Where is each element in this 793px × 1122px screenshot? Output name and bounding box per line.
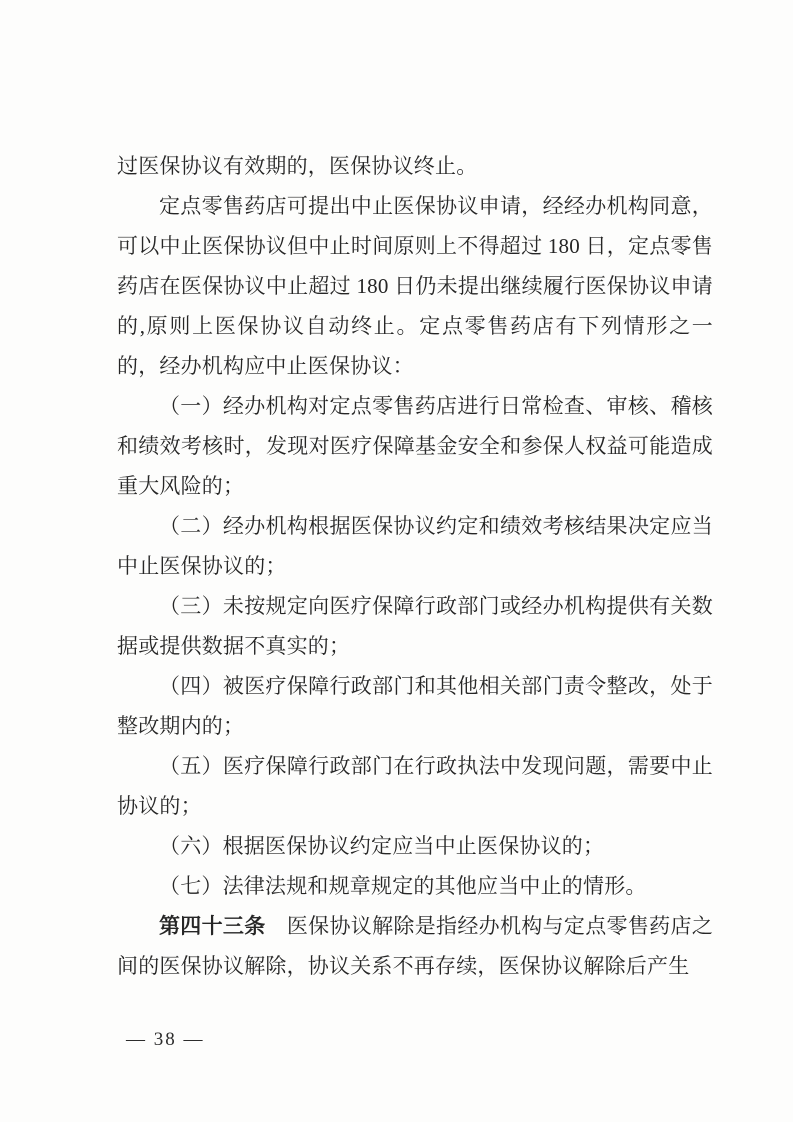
paragraph-5	[117, 586, 713, 666]
paragraph-9	[117, 866, 713, 906]
text-run: （四）被医疗保障行政部门和其他相关部门责令整改，处于整改期内的；	[117, 674, 713, 738]
article-number: 第四十三条	[159, 914, 266, 938]
text-run: （二）经办机构根据医保协议约定和绩效考核结果决定应当中止医保协议的；	[117, 514, 713, 578]
paragraph-8	[117, 826, 713, 866]
text-run: （一）经办机构对定点零售药店进行日常检查、审核、稽核和绩效考核时，发现对医疗保障基金安全和参保人权益可能造成重大风险的；	[117, 394, 713, 498]
text-run: 过医保协议有效期的，医保协议终止。	[117, 154, 478, 178]
paragraph-1	[117, 146, 713, 186]
paragraph-10	[117, 906, 713, 986]
paragraph-3	[117, 386, 713, 506]
text-run: （五）医疗保障行政部门在行政执法中发现问题，需要中止协议的；	[117, 754, 713, 818]
paragraph-4	[117, 506, 713, 586]
text-run: 定点零售药店可提出中止医保协议申请，经经办机构同意，可以中止医保协议但中止时间原则上不得超过 180 日，定点零售药店在医保协议中止超过 180 日仍未提出继续履行医保协议申请的,原则上医保协议自动终止。定点零售药店有下列情形之一的，经办机构应中止医保协议：	[117, 194, 713, 378]
paragraph-6	[117, 666, 713, 746]
paragraph-7	[117, 746, 713, 826]
page-number-footer: — 38 —	[126, 1029, 205, 1050]
text-run: 医保协议解除是指经办机构与定点零售药店之间的医保协议解除，协议关系不再存续，医保协议解除后产生	[117, 914, 713, 978]
document-body	[117, 146, 713, 986]
paragraph-2	[117, 186, 713, 386]
text-run: （六）根据医保协议约定应当中止医保协议的；	[159, 834, 605, 858]
text-run: （七）法律法规和规章规定的其他应当中止的情形。	[159, 874, 647, 898]
text-run: （三）未按规定向医疗保障行政部门或经办机构提供有关数据或提供数据不真实的；	[117, 594, 713, 658]
